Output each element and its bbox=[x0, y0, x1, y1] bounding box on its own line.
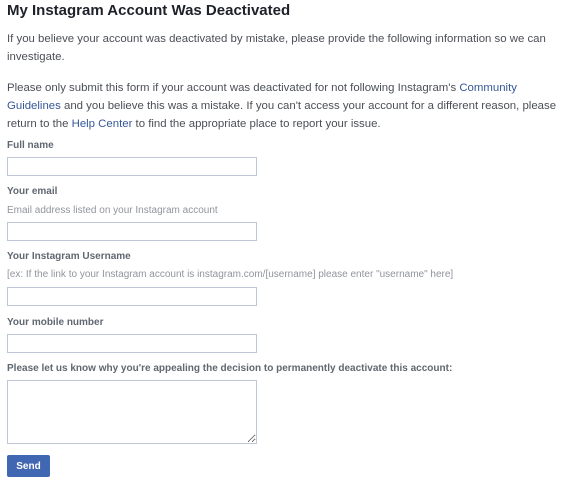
intro-text: If you believe your account was deactivated by mistake, please provide the following information so we can investigate. bbox=[7, 33, 546, 63]
send-button[interactable]: Send bbox=[7, 455, 50, 477]
notice-text-part2: and you believe this was a mistake. If you can't access your account for a different reason, please return to the bbox=[7, 100, 557, 130]
help-center-link[interactable]: Help Center bbox=[71, 118, 133, 130]
reason-textarea[interactable] bbox=[7, 380, 257, 444]
email-label: Your email bbox=[7, 186, 58, 197]
username-label: Your Instagram Username bbox=[7, 251, 131, 262]
email-hint: Email address listed on your Instagram account bbox=[7, 205, 218, 216]
username-hint: [ex: If the link to your Instagram account is instagram.com/[username] please enter "username" here] bbox=[7, 269, 454, 280]
page-title: My Instagram Account Was Deactivated bbox=[7, 2, 291, 19]
username-input[interactable] bbox=[7, 287, 257, 306]
full-name-input[interactable] bbox=[7, 157, 257, 176]
email-input[interactable] bbox=[7, 222, 257, 241]
mobile-input[interactable] bbox=[7, 334, 257, 353]
notice-text bbox=[7, 79, 562, 133]
reason-label: Please let us know why you're appealing the decision to permanently deactivate this account: bbox=[7, 363, 453, 374]
full-name-label: Full name bbox=[7, 140, 54, 151]
notice-text-part1: Please only submit this form if your account was deactivated for not following Instagram's bbox=[7, 82, 460, 94]
notice-text-part3: to find the appropriate place to report your issue. bbox=[132, 118, 381, 130]
community-guidelines-link[interactable]: Community Guidelines bbox=[7, 82, 517, 112]
mobile-label: Your mobile number bbox=[7, 317, 104, 328]
